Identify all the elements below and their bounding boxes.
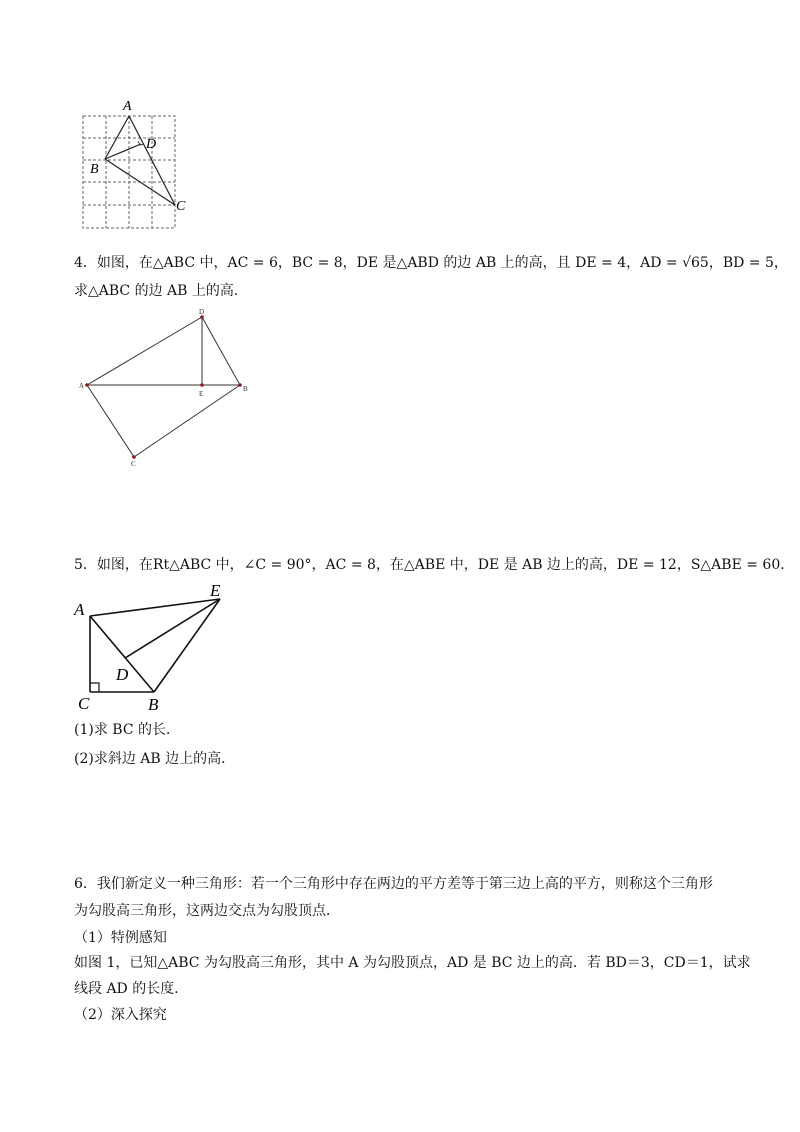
- question-6-part-2-title: （2）深入探究: [74, 1007, 167, 1023]
- grid-triangle-figure: [74, 96, 194, 236]
- label-E: E: [210, 581, 221, 600]
- question-5-sub-1: (1)求 BC 的长．: [74, 722, 180, 738]
- question-6-part-1-title: （1）特例感知: [74, 930, 167, 946]
- label-E: E: [199, 390, 204, 398]
- quadrilateral-figure: [70, 305, 270, 470]
- label-A: A: [123, 99, 132, 114]
- label-B: B: [148, 695, 159, 714]
- label-B: B: [90, 162, 99, 177]
- label-C: C: [131, 460, 136, 468]
- question-6-line-1: 6．我们新定义一种三角形：若一个三角形中存在两边的平方差等于第三边上高的平方，则称这个三角形: [74, 876, 713, 892]
- question-6-part-1-line-2: 线段 AD 的长度．: [74, 981, 189, 997]
- label-A: A: [79, 382, 85, 390]
- question-4-line-1: 4．如图，在△ABC 中，AC = 6，BC = 8，DE 是△ABD 的边 AB 上的高，且 DE = 4，AD = √65，BD = 5，: [74, 255, 788, 271]
- label-D: D: [146, 137, 157, 152]
- label-C: C: [78, 694, 90, 713]
- question-5-sub-2: (2)求斜边 AB 边上的高．: [74, 751, 236, 767]
- question-6-line-2: 为勾股高三角形，这两边交点为勾股顶点．: [74, 903, 340, 919]
- question-4-line-2: 求△ABC 的边 AB 上的高．: [74, 283, 248, 299]
- right-triangle-figure: [70, 580, 250, 715]
- label-D: D: [116, 665, 129, 684]
- label-A: A: [74, 600, 85, 619]
- label-D: D: [199, 308, 205, 316]
- label-C: C: [176, 199, 186, 214]
- question-6-part-1-line-1: 如图 1，已知△ABC 为勾股高三角形，其中 A 为勾股顶点，AD 是 BC 边上的高．若 BD＝3，CD＝1，试求: [74, 955, 751, 971]
- question-5-line-1: 5．如图，在Rt△ABC 中，∠C = 90°，AC = 8，在△ABE 中，DE 是 AB 边上的高，DE = 12，S△ABE = 60．: [74, 557, 795, 573]
- label-B: B: [243, 385, 248, 393]
